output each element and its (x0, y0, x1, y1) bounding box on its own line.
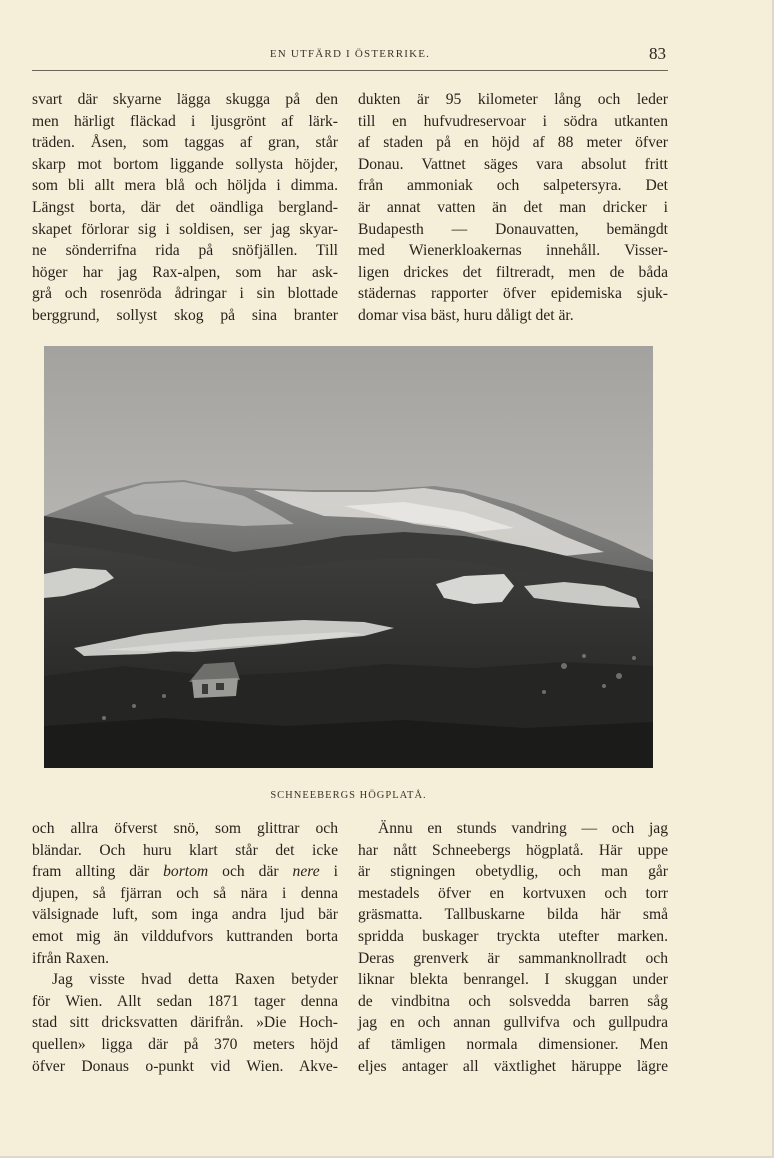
text-line: ligen drickes det filtreradt, men de båda (358, 263, 668, 281)
emphasis: nere (292, 863, 320, 881)
text-line: berggrund, sollyst skog på sina branter (32, 306, 338, 324)
text-line: liknar blekta benrangel. I skuggan under (358, 971, 668, 989)
text-line: eljes antager all växtlighet häruppe lägre (358, 1057, 668, 1075)
running-title: EN UTFÄRD I ÖSTERRIKE. (269, 48, 431, 60)
text-line: Budapesth — Donauvatten, bemängdt (358, 220, 668, 238)
text-line: domar visa bäst, huru dåligt det är. (358, 306, 574, 324)
top-left-column (32, 89, 338, 327)
text-line: höger har jag Rax-alpen, som har ask- (32, 263, 338, 281)
page-header (32, 40, 668, 71)
text-line: öfver Donaus o-punkt vid Wien. Akve- (32, 1057, 338, 1075)
text-line: stad sitt dricksvatten därifrån. »Die Hoch- (32, 1014, 338, 1032)
text-segment: fram allting där (32, 863, 164, 881)
mountain-plateau-image (44, 346, 653, 768)
text-line: mestadels öfver en kortvuxen och torr (358, 884, 668, 902)
text-line: Deras grenverk är sammanknollradt och (358, 949, 668, 967)
text-line: Jag visste hvad detta Raxen betyder (52, 971, 338, 989)
text-segment: och där (208, 863, 293, 881)
text-line: bländar. Och huru klart står det icke (32, 841, 338, 859)
top-right-column (358, 89, 668, 327)
text-line: men härligt fläckad i ljusgrönt af lärk- (32, 112, 338, 130)
text-line: ifrån Raxen. (32, 949, 110, 967)
text-line: städernas rapporter öfver epidemiska sjuk- (358, 285, 668, 303)
text-line: är annat vatten än det man dricker i (358, 198, 668, 216)
emphasis: bortom (163, 863, 209, 881)
text-line (32, 861, 338, 883)
text-line: af staden på en höjd af 88 meter öfver (358, 134, 668, 152)
figure-caption: SCHNEEBERGS HÖGPLATÅ. (270, 790, 427, 801)
text-line: dukten är 95 kilometer lång och leder (358, 91, 668, 108)
text-line: Längst borta, där det oändliga bergland- (32, 198, 338, 216)
text-line: träden. Åsen, som taggas af gran, står (32, 134, 338, 152)
text-line: djupen, så fjärran och så nära i denna (32, 884, 338, 902)
text-line: af tämligen normala dimensioner. Men (358, 1035, 668, 1053)
text-line: spridda buskager tryckta utefter marken. (358, 927, 668, 945)
page-number: 83 (649, 44, 666, 63)
text-line: Donau. Vattnet säges vara absolut fritt (358, 155, 668, 173)
text-line: de vindbitna och solsvedda barren såg (358, 992, 668, 1010)
text-line: är stigningen obetydlig, och man går (358, 863, 668, 881)
text-line: med Wienerkloakernas innehåll. Visser- (358, 242, 668, 260)
text-line: jag en och annan gullvifva och gullpudra (358, 1014, 668, 1032)
text-line: för Wien. Allt sedan 1871 tager denna (32, 992, 338, 1010)
landscape-photograph (44, 346, 653, 768)
bottom-left-column (32, 818, 338, 1077)
text-line: Ännu en stunds vandring — och jag (378, 820, 668, 837)
text-line: som bli allt mera blå och höljda i dimma. (32, 177, 338, 195)
text-line: välsignade luft, som inga andra ljud bär (32, 906, 338, 924)
text-line: till en hufvudreservoar i södra utkanten (358, 112, 668, 130)
text-line: har nått Schneebergs högplatå. Här uppe (358, 841, 668, 859)
text-line: ne sönderrifna rida på snöfjällen. Till (32, 242, 338, 260)
bottom-right-column (358, 818, 668, 1077)
text-segment: i (319, 863, 338, 881)
text-line: quellen» ligga där på 370 meters höjd (32, 1035, 338, 1053)
text-line: skarp mot bortom liggande sollysta höjder, (32, 155, 338, 173)
text-line: från ammoniak och salpetersyra. Det (358, 177, 668, 195)
text-line: och allra öfverst snö, som glittrar och (32, 820, 338, 837)
text-line: gräsmatta. Tallbuskarne bilda här små (358, 906, 668, 924)
text-line: emot mig än vilddufvors kuttranden borta (32, 927, 338, 945)
text-line: skapet förlorar sig i soldisen, ser jag skyar- (32, 220, 338, 238)
text-line: grå och rosenröda ådringar i sin blottade (32, 285, 338, 303)
text-line: svart där skyarne lägga skugga på den (32, 91, 338, 108)
